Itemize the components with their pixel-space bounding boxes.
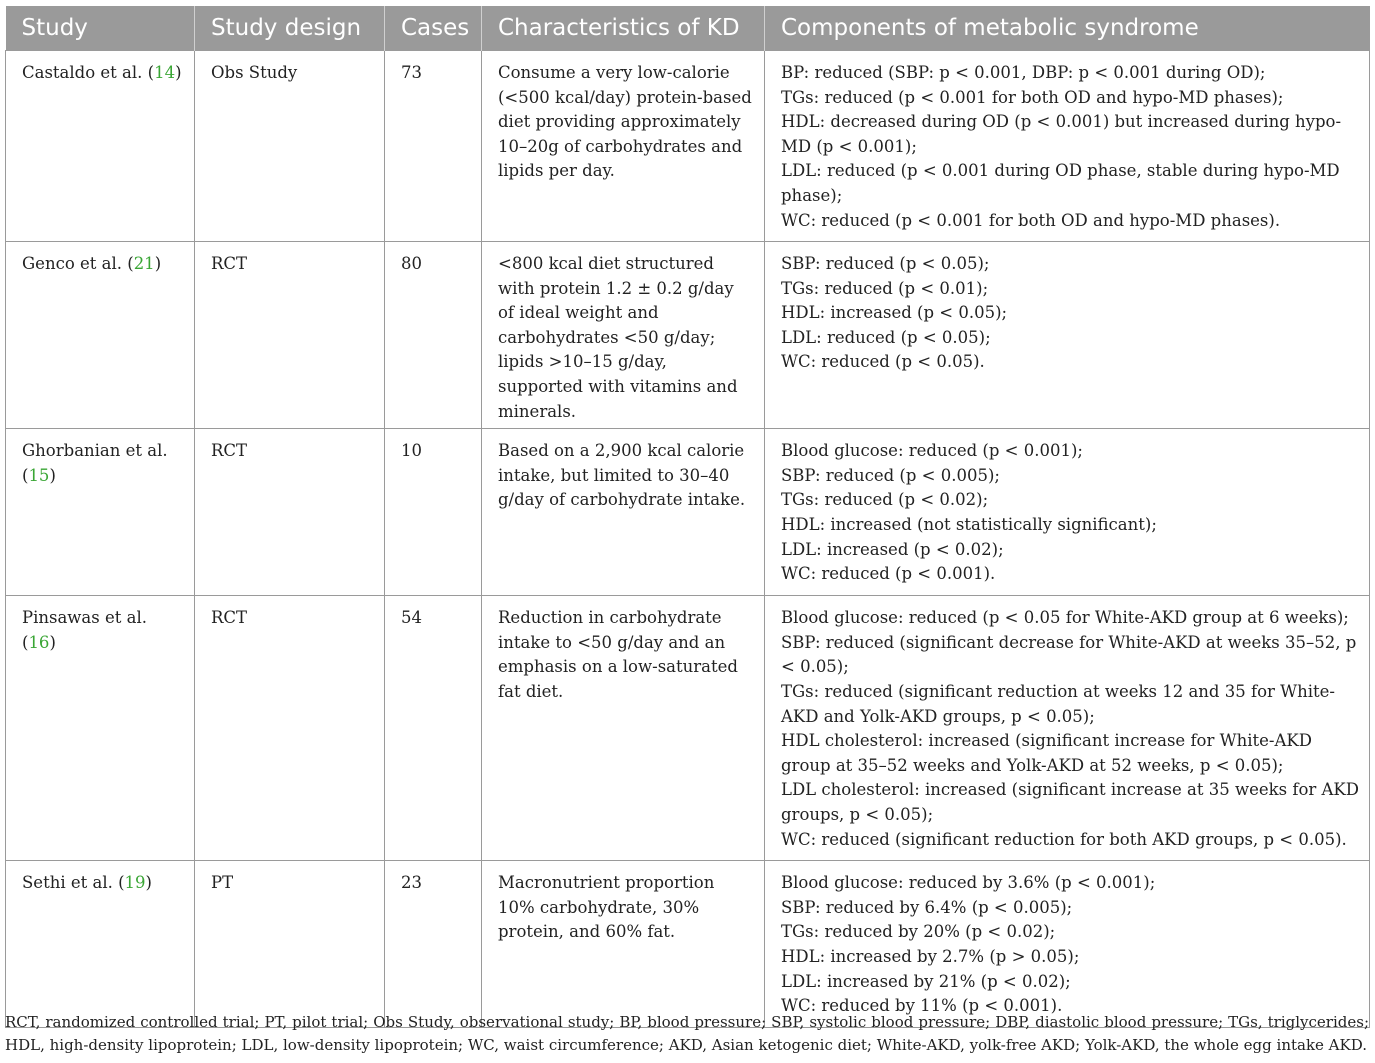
component-line: SBP: reduced (significant decrease for White-AKD at weeks 35–52, p < 0.05); (781, 632, 1362, 677)
characteristics-cell: Based on a 2,900 kcal calorie intake, but limited to 30–40 g/day of carbohydrate intake. (482, 429, 765, 596)
header-study-design: Study design (195, 6, 385, 51)
component-line: BP: reduced (SBP: p < 0.001, DBP: p < 0.001 during OD); (781, 63, 1266, 82)
components-cell (765, 429, 1370, 596)
components-cell (765, 596, 1370, 861)
reference-link[interactable]: 15 (28, 465, 50, 485)
header-cases: Cases (385, 6, 482, 51)
component-line: WC: reduced (p < 0.001). (781, 564, 996, 584)
component-line: LDL: increased by 21% (p < 0.02); (781, 971, 1071, 991)
components-cell (765, 861, 1370, 1028)
component-line: SBP: reduced by 6.4% (p < 0.005); (781, 897, 1073, 917)
component-line: LDL: reduced (p < 0.001 during OD phase, stable during hypo-MD phase); (781, 161, 1345, 205)
design-cell: RCT (195, 429, 385, 596)
table-container (5, 6, 1369, 1028)
component-line: HDL: increased (not statistically significant); (781, 514, 1157, 534)
characteristics-cell: Consume a very low-calorie (<500 kcal/day) protein-based diet providing approximately 10–20g of carbohydrates and lipids per day. (482, 51, 765, 242)
component-line: TGs: reduced by 20% (p < 0.02); (781, 922, 1056, 942)
component-line: HDL: increased (p < 0.05); (781, 303, 1008, 323)
characteristics-cell: <800 kcal diet structured with protein 1.2 ± 0.2 g/day of ideal weight and carbohydrates <50 g/day; lipids >10–15 g/day, supported with vitamins and minerals. (482, 242, 765, 429)
header-study: Study (6, 6, 195, 51)
component-line: WC: reduced (significant reduction for both AKD groups, p < 0.05). (781, 829, 1347, 849)
design-cell: RCT (195, 596, 385, 861)
component-line: TGs: reduced (p < 0.001 for both OD and hypo-MD phases); (781, 87, 1284, 107)
component-line: TGs: reduced (significant reduction at weeks 12 and 35 for White-AKD and Yolk-AKD groups, p < 0.05); (781, 681, 1335, 726)
design-cell: RCT (195, 242, 385, 429)
study-cell: Genco et al. (21) (6, 242, 195, 429)
component-line: Blood glucose: reduced (p < 0.001); (781, 441, 1083, 461)
reference-link[interactable]: 14 (154, 63, 176, 82)
component-line: Blood glucose: reduced by 3.6% (p < 0.001); (781, 873, 1156, 893)
characteristics-cell: Macronutrient proportion 10% carbohydrate, 30% protein, and 60% fat. (482, 861, 765, 1028)
table-row (6, 861, 1370, 1028)
cases-cell: 54 (385, 596, 482, 861)
header-characteristics: Characteristics of KD (482, 6, 765, 51)
characteristics-cell: Reduction in carbohydrate intake to <50 g/day and an emphasis on a low-saturated fat diet. (482, 596, 765, 861)
reference-link[interactable]: 19 (124, 873, 146, 893)
component-line: LDL cholesterol: increased (significant increase at 35 weeks for AKD groups, p < 0.05); (781, 780, 1365, 824)
design-cell: Obs Study (195, 51, 385, 242)
component-line: SBP: reduced (p < 0.005); (781, 465, 1000, 485)
reference-link[interactable]: 16 (28, 632, 50, 652)
table-row (6, 51, 1370, 242)
table-footnote: RCT, randomized controlled trial; PT, pilot trial; Obs Study, observational study; BP, blood pressure; SBP, systolic blood pressure; DBP, diastolic blood pressure; TGs, triglycerides; HDL, high-density lipoprotein; LDL, low-density lipoprotein; WC, waist circumference; AKD, Asian ketogenic diet; White-AKD, yolk-free AKD; Yolk-AKD, the whole egg intake AKD. (5, 1013, 1369, 1054)
table-row (6, 429, 1370, 596)
design-cell: PT (195, 861, 385, 1028)
component-line: SBP: reduced (p < 0.05); (781, 254, 990, 273)
component-line: HDL cholesterol: increased (significant increase for White-AKD group at 35–52 weeks and Yolk-AKD at 52 weeks, p < 0.05); (781, 731, 1318, 775)
header-components: Components of metabolic syndrome (765, 6, 1370, 51)
component-line: HDL: decreased during OD (p < 0.001) but increased during hypo-MD (p < 0.001); (781, 112, 1342, 156)
component-line: LDL: reduced (p < 0.05); (781, 327, 991, 347)
component-line: TGs: reduced (p < 0.01); (781, 278, 989, 298)
component-line: HDL: increased by 2.7% (p > 0.05); (781, 946, 1080, 966)
study-cell: Castaldo et al. (14) (6, 51, 195, 242)
component-line: WC: reduced (p < 0.001 for both OD and hypo-MD phases). (781, 210, 1281, 230)
cases-cell: 80 (385, 242, 482, 429)
study-cell: Sethi et al. (19) (6, 861, 195, 1028)
reference-link[interactable]: 21 (133, 254, 155, 273)
components-cell (765, 242, 1370, 429)
study-cell: Pinsawas et al. (16) (6, 596, 195, 861)
cases-cell: 23 (385, 861, 482, 1028)
header-row (6, 6, 1370, 51)
study-cell: Ghorbanian et al. (15) (6, 429, 195, 596)
ketogenic-diet-table (5, 6, 1370, 1028)
cases-cell: 10 (385, 429, 482, 596)
component-line: WC: reduced by 11% (p < 0.001). (781, 996, 1063, 1016)
component-line: Blood glucose: reduced (p < 0.05 for White-AKD group at 6 weeks); (781, 608, 1349, 628)
component-line: LDL: increased (p < 0.02); (781, 539, 1004, 559)
table-row (6, 242, 1370, 429)
component-line: TGs: reduced (p < 0.02); (781, 490, 989, 510)
component-line: WC: reduced (p < 0.05). (781, 352, 985, 372)
components-cell (765, 51, 1370, 242)
table-row (6, 596, 1370, 861)
cases-cell: 73 (385, 51, 482, 242)
